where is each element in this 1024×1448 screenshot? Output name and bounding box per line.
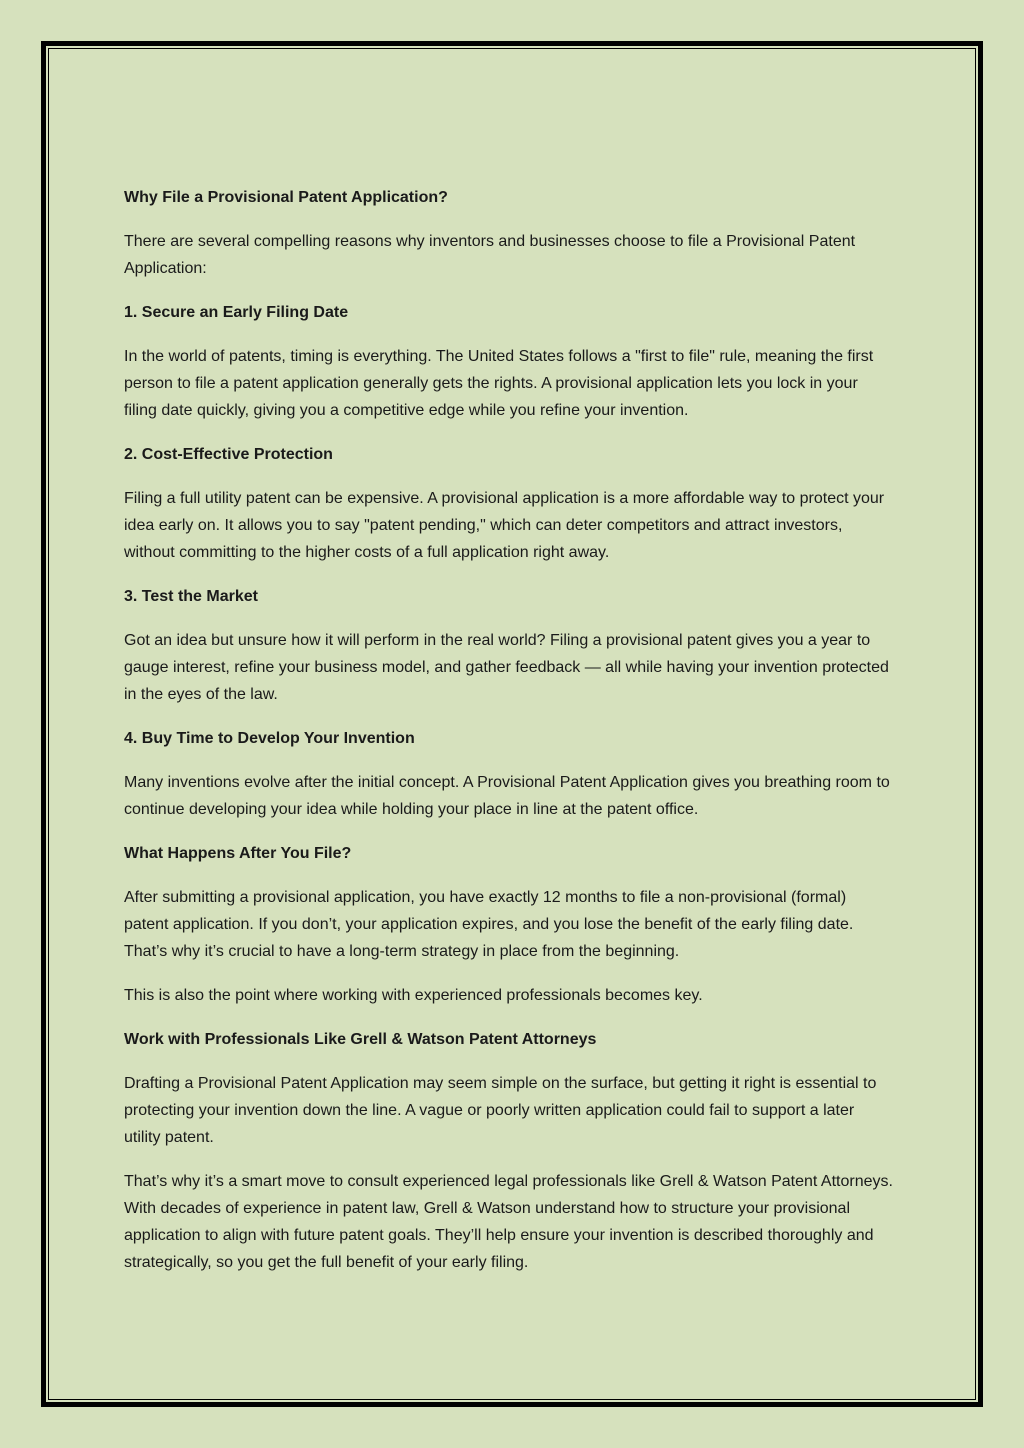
intro-paragraph: There are several compelling reasons why inventors and businesses choose to file a Provisional Patent Application: xyxy=(124,233,856,277)
heading-after-you-file: What Happens After You File? xyxy=(124,845,352,862)
buy-time-paragraph: Many inventions evolve after the initial concept. A Provisional Patent Application gives you breathing room to continue developing your idea while holding your place in line at the patent office. xyxy=(124,774,890,818)
heading-early-filing-date: 1. Secure an Early Filing Date xyxy=(124,304,349,321)
heading-buy-time: 4. Buy Time to Develop Your Invention xyxy=(124,730,415,747)
heading-work-with-professionals: Work with Professionals Like Grell & Watson Patent Attorneys xyxy=(124,1031,597,1048)
cost-effective-paragraph: Filing a full utility patent can be expensive. A provisional application is a more affordable way to protect your idea early on. It allows you to say "patent pending," which can deter competitors and attract investors, without committing to the higher costs of a full application right away. xyxy=(124,490,885,561)
drafting-paragraph: Drafting a Provisional Patent Application may seem simple on the surface, but getting it right is essential to protecting your invention down the line. A vague or poorly written application could fail to support a later utility patent. xyxy=(124,1075,877,1146)
professionals-key-paragraph: This is also the point where working with experienced professionals becomes key. xyxy=(124,987,703,1004)
heading-test-market: 3. Test the Market xyxy=(124,588,258,605)
heading-why-file: Why File a Provisional Patent Application? xyxy=(124,189,448,206)
document-body xyxy=(124,184,894,1293)
consult-paragraph: That’s why it’s a smart move to consult experienced legal professionals like Grell & Watson Patent Attorneys. With decades of experience in patent law, Grell & Watson understand how to structure your provisional application to align with future patent goals. They’ll help ensure your invention is described thoroughly and strategically, so you get the full benefit of your early filing. xyxy=(124,1173,893,1271)
heading-cost-effective: 2. Cost-Effective Protection xyxy=(124,446,333,463)
early-filing-paragraph: In the world of patents, timing is everything. The United States follows a "first to file" rule, meaning the first person to file a patent application generally gets the rights. A provisional application lets you lock in your filing date quickly, giving you a competitive edge while you refine your invention. xyxy=(124,348,874,419)
test-market-paragraph: Got an idea but unsure how it will perform in the real world? Filing a provisional patent gives you a year to gauge interest, refine your business model, and gather feedback — all while having your invention protected in the eyes of the law. xyxy=(124,632,889,703)
after-you-file-paragraph: After submitting a provisional application, you have exactly 12 months to file a non-provisional (formal) patent application. If you don’t, your application expires, and you lose the benefit of the early filing date. That’s why it’s crucial to have a long-term strategy in place from the beginning. xyxy=(124,889,854,960)
